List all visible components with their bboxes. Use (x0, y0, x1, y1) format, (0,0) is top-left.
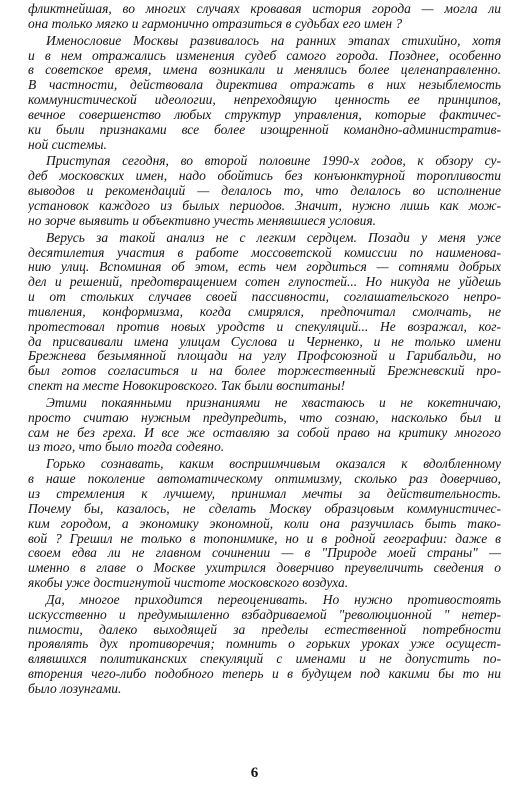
body-text (28, 2, 501, 697)
text-line: ким городом, а экономику экономной, коли она разучилась быть тако- (28, 516, 501, 531)
text-line: сам не без греха. И все же оставляю за собой право на критику многого (28, 425, 501, 440)
text-line: вторения чего-либо подобного теперь и в будущем под какими бы то ни (28, 667, 501, 682)
text-line: искусственно и предумышленно взбадриваемой "революционной " нетер- (28, 607, 501, 622)
text-line: В частности, действовала директива отражать в них незыблемость (28, 78, 501, 93)
text-line: но зорче выявить и объективно учесть менявшиеся условия. (28, 213, 377, 228)
text-line: влявшихся политиканских спекуляций с именами и не допустить по- (28, 652, 501, 667)
text-line: просто считаю нужным предупредить, что сознаю, насколько был и (28, 410, 501, 425)
text-line: проявлять дух противоречия; помнить о горьких уроках уже осущест- (28, 637, 501, 652)
text-line: протестовал против новых уродств и спекуляций... Не возражал, ког- (28, 319, 501, 334)
text-line: ки были признаками все более изощренной командно-административ- (28, 122, 501, 137)
text-line: нию улиц. Вспоминая об этом, есть чем гордиться — сотнями добрых (28, 260, 501, 275)
text-line: десятилетия участия в работе моссоветской комиссии по наименова- (28, 245, 501, 260)
text-line: в советское время, имена возникали и менялись более целенаправленно. (28, 63, 501, 78)
text-line: ной системы. (28, 137, 107, 152)
text-line: фликтнейшая, во многих случаях кровавая история города — могла ли (28, 2, 501, 16)
text-line: деб московских имен, надо обойтись без конъюнктурной торопливости (28, 169, 501, 184)
page-number: 6 (250, 765, 259, 781)
text-line: спект на месте Новокировского. Так были воспитаны! (28, 379, 346, 394)
text-line: в наше поколение автоматическому оптимизму, сколько раз доверчиво, (28, 472, 501, 487)
text-line: установок каждого из былых периодов. Значит, нужно лишь как мож- (28, 198, 501, 213)
text-line: коммунистической идеологии, непреходящую ценность ее принципов, (28, 93, 501, 108)
text-line: да присваивали имена улицам Суслова и Черненко, и не только имени (28, 334, 501, 349)
text-line: тивления, конформизма, когда смирялся, предпочитал смолчать, не (28, 304, 501, 319)
text-line: вечное совершенство любых структур управления, которые фактичес- (28, 107, 501, 122)
text-line: Брежнева безымянной площади на углу Профсоюзной и Гарибальди, но (28, 349, 501, 364)
text-line: именно в главе о Москве ухитрился доверчиво преувеличить сведения о (28, 561, 501, 576)
text-line: Горько сознавать, каким восприимчивым оказался к вдолбленному (46, 457, 501, 472)
text-line: выводов и рекомендаций — делалось то, что делалось во исполнение (28, 184, 501, 199)
text-line: из стремления к лучшему, принимал мечты за действительность. (28, 487, 501, 501)
text-line: дел и решений, предотвращением сотен глупостей... Но никуда не уйдешь (28, 275, 501, 290)
text-line: и от стольких случаев своей пассивности, соглашательского непро- (28, 290, 501, 305)
text-line: Именословие Москвы развивалось на ранних этапах стихийно, хотя (46, 33, 501, 48)
paragraph (28, 396, 501, 455)
text-line: Приступая сегодня, во второй половине 1990-х годов, к обзору су- (46, 154, 501, 169)
text-line: из того, что было тогда содеяно. (28, 440, 225, 455)
text-line: Почему бы, казалось, не сделать Москву образцовым коммунистичес- (28, 501, 501, 516)
text-line: и в нем отражались изменения судеб самого города. Позднее, особенно (28, 48, 501, 63)
paragraph (28, 231, 501, 394)
text-line: был готов согласиться и на более торжественный Брежневский про- (28, 364, 501, 379)
text-line: вой ? Грешил не только в топонимике, но и в родной географии: даже в (28, 531, 501, 546)
text-line: пимости, далеко выходящей за пределы естественной потребности (28, 622, 501, 637)
paragraph (28, 457, 501, 591)
text-line: она только мягко и гармонично отразиться в судьбах его имен ? (28, 16, 403, 31)
text-line: Да, многое приходится переоценивать. Но нужно противостоять (46, 592, 501, 607)
paragraph (28, 593, 501, 697)
text-line: было лозунгами. (28, 681, 122, 696)
paragraph (28, 2, 501, 32)
text-line: Этими покаянными признаниями не хвастаюсь и не кокетничаю, (46, 395, 501, 410)
text-line: своем едва ли не главном сочинении — в "Природе моей страны" — (28, 546, 501, 561)
paragraph (28, 34, 501, 153)
text-line: Верусь за такой анализ не с легким сердцем. Позади у меня уже (46, 230, 501, 245)
text-line: якобы уже достигнутой чистоте московского воздуха. (28, 576, 349, 591)
paragraph (28, 154, 501, 228)
